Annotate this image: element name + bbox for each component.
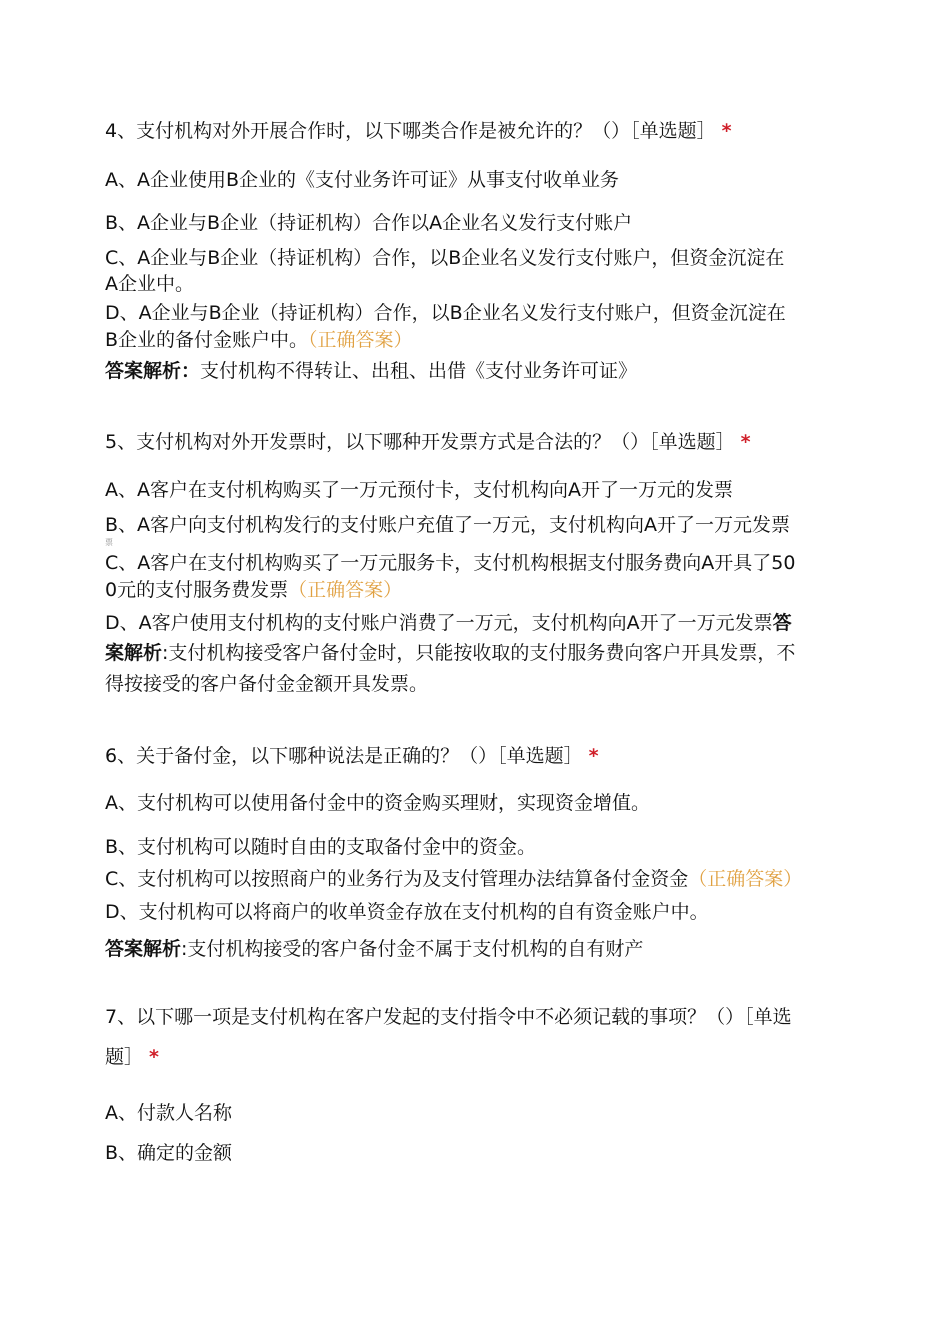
question-6-option-b: B、支付机构可以随时自由的支取备付金中的资金。	[105, 836, 537, 858]
question-4-option-d-cont: B企业的备付金账户中。（正确答案）	[105, 329, 413, 351]
question-5-analysis-cont: 得按接受的客户备付金金额开具发票。	[105, 673, 429, 695]
question-4-analysis	[105, 358, 637, 384]
question-4-option-c: C、A企业与B企业（持证机构）合作，以B企业名义发行支付账户，但资金沉淀在	[105, 247, 785, 269]
required-asterisk: *	[721, 120, 732, 142]
question-5-option-d: D、A客户使用支付机构的支付账户消费了一万元，支付机构向A开了一万元发票答	[105, 612, 792, 634]
question-4-option-c-cont: A企业中。	[105, 273, 194, 295]
required-asterisk: *	[740, 431, 751, 453]
question-5-option-a: A、A客户在支付机构购买了一万元预付卡，支付机构向A开了一万元的发票	[105, 479, 733, 501]
analysis-label: 案解析	[105, 642, 163, 664]
analysis-text: :支付机构接受的客户备付金不属于支付机构的自有财产	[181, 938, 644, 960]
question-4-title: 4、支付机构对外开展合作时，以下哪类合作是被允许的？（）［单选题］ *	[105, 120, 732, 142]
analysis-label: 答案解析	[105, 938, 182, 960]
analysis-label: 答案解析：	[105, 360, 201, 382]
required-asterisk: *	[149, 1046, 159, 1068]
correct-answer-tag: （正确答案）	[288, 579, 403, 601]
question-5-analysis	[105, 640, 795, 666]
question-4-option-b: B、A企业与B企业（持证机构）合作以A企业名义发行支付账户	[105, 212, 633, 234]
question-5-title: 5、支付机构对外开发票时，以下哪种开发票方式是合法的？（）［单选题］ *	[105, 431, 751, 453]
correct-answer-tag: （正确答案）	[688, 868, 803, 890]
question-5-option-c: C、A客户在支付机构购买了一万元服务卡，支付机构根据支付服务费向A开具了50	[105, 552, 796, 574]
analysis-label: 答	[772, 612, 792, 634]
question-7-option-b: B、确定的金额	[105, 1142, 233, 1164]
analysis-text: :支付机构接受客户备付金时，只能按收取的支付服务费向客户开具发票，不	[162, 642, 796, 664]
question-5-option-b: B、A客户向支付机构发行的支付账户充值了一万元，支付机构向A开了一万元发票	[105, 514, 791, 536]
question-6-analysis	[105, 936, 643, 962]
question-6-option-a: A、支付机构可以使用备付金中的资金购买理财，实现资金增值。	[105, 792, 650, 814]
scan-artifact-mark: 票	[105, 538, 113, 547]
question-4-option-d: D、A企业与B企业（持证机构）合作，以B企业名义发行支付账户，但资金沉淀在	[105, 302, 786, 324]
question-4-option-a: A、A企业使用B企业的《支付业务许可证》从事支付收单业务	[105, 169, 620, 191]
question-7-title: 7、以下哪一项是支付机构在客户发起的支付指令中不必须记载的事项？（）［单选	[105, 1006, 792, 1028]
correct-answer-tag: （正确答案）	[308, 329, 413, 351]
question-6-title: 6、关于备付金，以下哪种说法是正确的？（）［单选题］ *	[105, 745, 599, 767]
required-asterisk: *	[588, 745, 599, 767]
question-6-option-d: D、支付机构可以将商户的收单资金存放在支付机构的自有资金账户中。	[105, 901, 709, 923]
question-5-option-c-cont: 0元的支付服务费发票（正确答案）	[105, 579, 403, 601]
question-7-title-cont: 题］ *	[105, 1046, 159, 1068]
analysis-text: 支付机构不得转让、出租、出借《支付业务许可证》	[200, 360, 638, 382]
question-7-option-a: A、付款人名称	[105, 1102, 232, 1124]
question-6-option-c: C、支付机构可以按照商户的业务行为及支付管理办法结算备付金资金（正确答案）	[105, 868, 803, 890]
